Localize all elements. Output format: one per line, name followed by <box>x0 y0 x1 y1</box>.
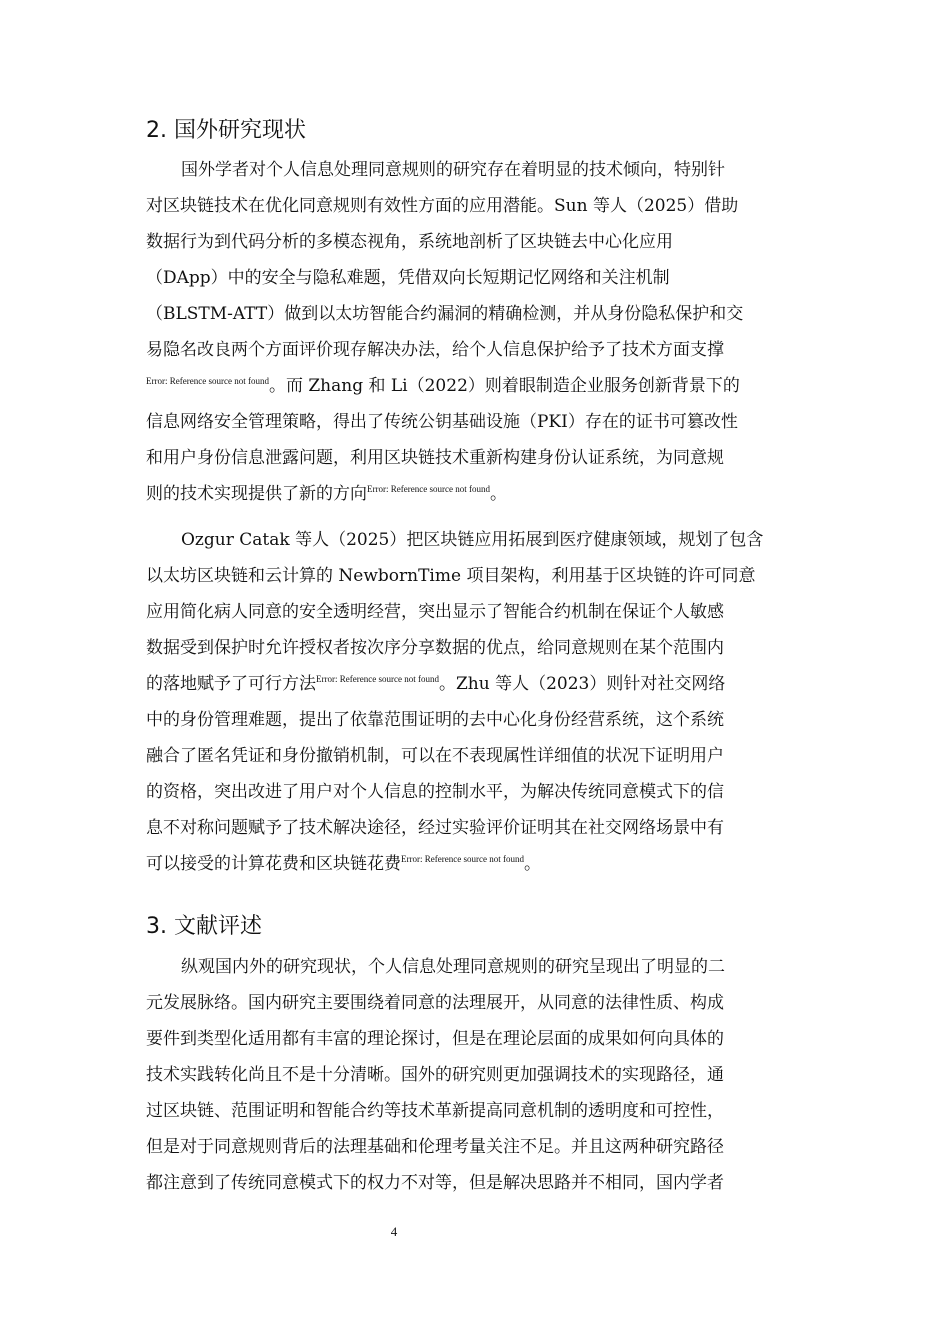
paragraph-line: 的资格，突出改进了用户对个人信息的控制水平，为解决传统同意模式下的信 <box>146 782 724 802</box>
line-text: 。Zhu 等人（2023）则针对社交网络 <box>438 674 726 694</box>
section-heading-foreign-research: 2. 国外研究现状 <box>146 118 306 143</box>
paragraph-line: 国外学者对个人信息处理同意规则的研究存在着明显的技术倾向，特别针 <box>181 160 725 180</box>
line-text: 。 <box>489 484 507 504</box>
paragraph-line: 数据行为到代码分析的多模态视角，系统地剖析了区块链去中心化应用 <box>146 232 673 252</box>
reference-error-marker: Error: Reference source not found <box>316 674 439 684</box>
line-text: 可以接受的计算花费和区块链花费 <box>146 854 401 874</box>
paragraph-line: 和用户身份信息泄露问题，利用区块链技术重新构建身份认证系统，为同意规 <box>146 448 724 468</box>
paragraph-line: 都注意到了传统同意模式下的权力不对等，但是解决思路并不相同，国内学者 <box>146 1173 724 1193</box>
paragraph-line: （BLSTM-ATT）做到以太坊智能合约漏洞的精确检测，并从身份隐私保护和交 <box>146 304 744 324</box>
line-text: 则的技术实现提供了新的方向 <box>146 484 367 504</box>
paragraph-line: 但是对于同意规则背后的法理基础和伦理考量关注不足。并且这两种研究路径 <box>146 1137 724 1157</box>
paragraph-line: 要件到类型化适用都有丰富的理论探讨，但是在理论层面的成果如何向具体的 <box>146 1029 724 1049</box>
paragraph-line: 数据受到保护时允许授权者按次序分享数据的优点，给同意规则在某个范围内 <box>146 638 724 658</box>
paragraph-line <box>146 672 725 696</box>
paragraph-line: 易隐名改良两个方面评价现存解决办法，给个人信息保护给予了技术方面支撑 <box>146 340 724 360</box>
paragraph-line: 过区块链、范围证明和智能合约等技术革新提高同意机制的透明度和可控性， <box>146 1101 724 1121</box>
paragraph-line: 对区块链技术在优化同意规则有效性方面的应用潜能。Sun 等人（2025）借助 <box>146 196 739 216</box>
paragraph-line: 应用简化病人同意的安全透明经营，突出显示了智能合约机制在保证个人敏感 <box>146 602 724 622</box>
line-text: 的落地赋予了可行方法 <box>146 674 316 694</box>
paragraph-line: 以太坊区块链和云计算的 NewbornTime 项目架构，利用基于区块链的许可同意 <box>146 566 756 586</box>
paragraph-line: （DApp）中的安全与隐私难题，凭借双向长短期记忆网络和关注机制 <box>146 268 670 288</box>
reference-error-marker: Error: Reference source not found <box>401 854 524 864</box>
paragraph-line: 融合了匿名凭证和身份撤销机制，可以在不表现属性详细值的状况下证明用户 <box>146 746 724 766</box>
paragraph-line: 信息网络安全管理策略，得出了传统公钥基础设施（PKI）存在的证书可篡改性 <box>146 412 738 432</box>
line-text: 。而 Zhang 和 Li（2022）则着眼制造企业服务创新背景下的 <box>268 376 740 396</box>
reference-error-marker: Error: Reference source not found <box>367 484 490 494</box>
paragraph-line: 息不对称问题赋予了技术解决途径，经过实验评价证明其在社交网络场景中有 <box>146 818 724 838</box>
reference-error-marker: Error: Reference source not found <box>146 376 269 386</box>
paragraph-line <box>146 482 507 506</box>
paragraph-line <box>146 852 541 876</box>
paragraph-line: 技术实践转化尚且不是十分清晰。国外的研究则更加强调技术的实现路径，通 <box>146 1065 724 1085</box>
paragraph-line: 纵观国内外的研究现状，个人信息处理同意规则的研究呈现出了明显的二 <box>181 957 725 977</box>
section-heading-literature-review: 3. 文献评述 <box>146 914 262 939</box>
paragraph-line: Ozgur Catak 等人（2025）把区块链应用拓展到医疗健康领域，规划了包含 <box>181 530 764 550</box>
paragraph-line: 中的身份管理难题，提出了依靠范围证明的去中心化身份经营系统，这个系统 <box>146 710 724 730</box>
line-text: 。 <box>523 854 541 874</box>
page-number: 4 <box>390 1224 398 1239</box>
paragraph-line <box>146 374 740 398</box>
paragraph-line: 元发展脉络。国内研究主要围绕着同意的法理展开，从同意的法律性质、构成 <box>146 993 724 1013</box>
